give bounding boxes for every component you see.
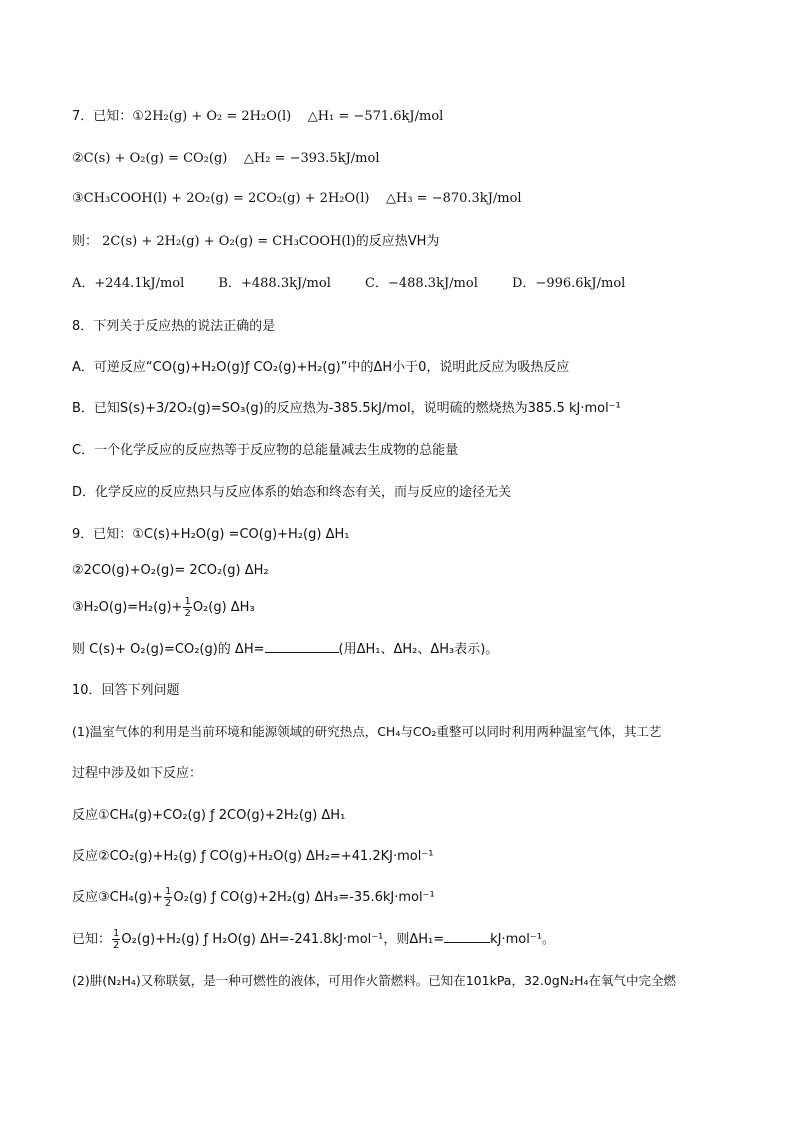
q7-dh3: △H₃ = −870.3kJ/mol: [386, 191, 522, 206]
q8-option-a[interactable]: A．可逆反应“CO(g)+H₂O(g)ƒ CO₂(g)+H₂(g)”中的ΔH小于0，说明此反应为吸热反应: [72, 360, 570, 375]
q7-line1: [72, 108, 734, 126]
q8-option-b[interactable]: B．已知S(s)+3/2O₂(g)=SO₃(g)的反应热为-385.5kJ/mol，说明硫的燃烧热为385.5 kJ·mol⁻¹: [72, 401, 621, 416]
q7-eq1: 2H₂(g) + O₂ = 2H₂O(l): [143, 109, 292, 124]
q7-dh2: △H₂ = −393.5kJ/mol: [243, 151, 380, 166]
q10-reaction1: 反应①CH₄(g)+CO₂(g) ƒ 2CO(g)+2H₂(g) ΔH₁: [72, 808, 346, 823]
q10-k-end: kJ·mol⁻¹。: [490, 932, 555, 947]
q10-known: [72, 928, 734, 951]
q7-eq3: CH₃COOH(l) + 2O₂(g) = 2CO₂(g) + 2H₂O(l): [83, 191, 370, 206]
q7-option-a[interactable]: A．+244.1kJ/mol: [72, 276, 185, 291]
q7-intro: 7．已知：①: [72, 109, 144, 124]
q7-circ2: ②: [72, 151, 84, 166]
q9-line3: [72, 596, 734, 619]
q9-l3-pre: ③H₂O(g)=H₂(g)+: [72, 600, 183, 615]
q7-line2: [72, 150, 734, 168]
q7-option-c[interactable]: C．−488.3kJ/mol: [365, 276, 478, 291]
q7-ask-post: 的反应热VH为: [355, 234, 440, 249]
q7-eq2: C(s) + O₂(g) = CO₂(g): [83, 151, 228, 166]
q10-k-post: O₂(g)+H₂(g) ƒ H₂O(g) ΔH=-241.8kJ·mol⁻¹，则ΔH₁=: [121, 932, 445, 947]
q10-p2: (2)肼(N₂H₄)又称联氨，是一种可燃性的液体，可用作火箭燃料。已知在101kPa，32.0gN₂H₄在氧气中完全燃: [72, 973, 677, 988]
q10-k-pre: 已知：: [72, 932, 112, 947]
q8-option-d[interactable]: D．化学反应的反应热只与反应体系的始态和终态有关，而与反应的途径无关: [72, 485, 512, 500]
q9-line4: [72, 640, 734, 659]
q9-line1: 9．已知：①C(s)+H₂O(g) =CO(g)+H₂(g) ΔH₁: [72, 527, 350, 542]
q7-option-d[interactable]: D．−996.6kJ/mol: [512, 276, 626, 291]
q10-r3-pre: 反应③CH₄(g)+: [72, 890, 164, 905]
q10-r3-post: O₂(g) ƒ CO(g)+2H₂(g) ΔH₃=-35.6kJ·mol⁻¹: [173, 890, 435, 905]
q10-p1b: 过程中涉及如下反应：: [72, 766, 203, 781]
q10-r3-fraction: $\frac{1}{2}$: [165, 886, 172, 909]
q10-p1a: (1)温室气体的利用是当前环境和能源领域的研究热点，CH₄与CO₂重整可以同时利用两种温室气体，其工艺: [72, 724, 662, 739]
q10-answer-blank[interactable]: [444, 930, 490, 943]
q7-option-b[interactable]: B．+488.3kJ/mol: [218, 276, 331, 291]
q9-line2: ②2CO(g)+O₂(g)= 2CO₂(g) ΔH₂: [72, 563, 269, 578]
q7-question: [72, 233, 734, 251]
q8-stem: 8．下列关于反应热的说法正确的是: [72, 319, 276, 334]
q9-l3-post: O₂(g) ΔH₃: [192, 600, 255, 615]
q9-l4-pre: 则 C(s)+ O₂(g)=CO₂(g)的 ΔH=: [72, 642, 265, 657]
q10-reaction3: [72, 886, 734, 909]
q10-title: 10．回答下列问题: [72, 683, 180, 698]
q9-l4-post: (用ΔH₁、ΔH₂、ΔH₃表示)。: [338, 642, 499, 657]
q10-reaction2: 反应②CO₂(g)+H₂(g) ƒ CO(g)+H₂O(g) ΔH₂=+41.2KJ·mol⁻¹: [72, 849, 434, 864]
q7-circ3: ③: [72, 191, 84, 206]
q7-line3: [72, 190, 734, 208]
q8-option-c[interactable]: C．一个化学反应的反应热等于反应物的总能量减去生成物的总能量: [72, 443, 459, 458]
q7-dh1: △H₁ = −571.6kJ/mol: [307, 109, 444, 124]
q9-answer-blank[interactable]: [265, 640, 339, 653]
q7-options: [72, 275, 734, 293]
q7-ask-pre: 则：: [72, 234, 99, 249]
q9-fraction: $\frac{1}{2}$: [184, 596, 191, 619]
q7-ask-eq: 2C(s) + 2H₂(g) + O₂(g) = CH₃COOH(l): [102, 234, 356, 249]
q10-k-fraction: $\frac{1}{2}$: [113, 928, 120, 951]
